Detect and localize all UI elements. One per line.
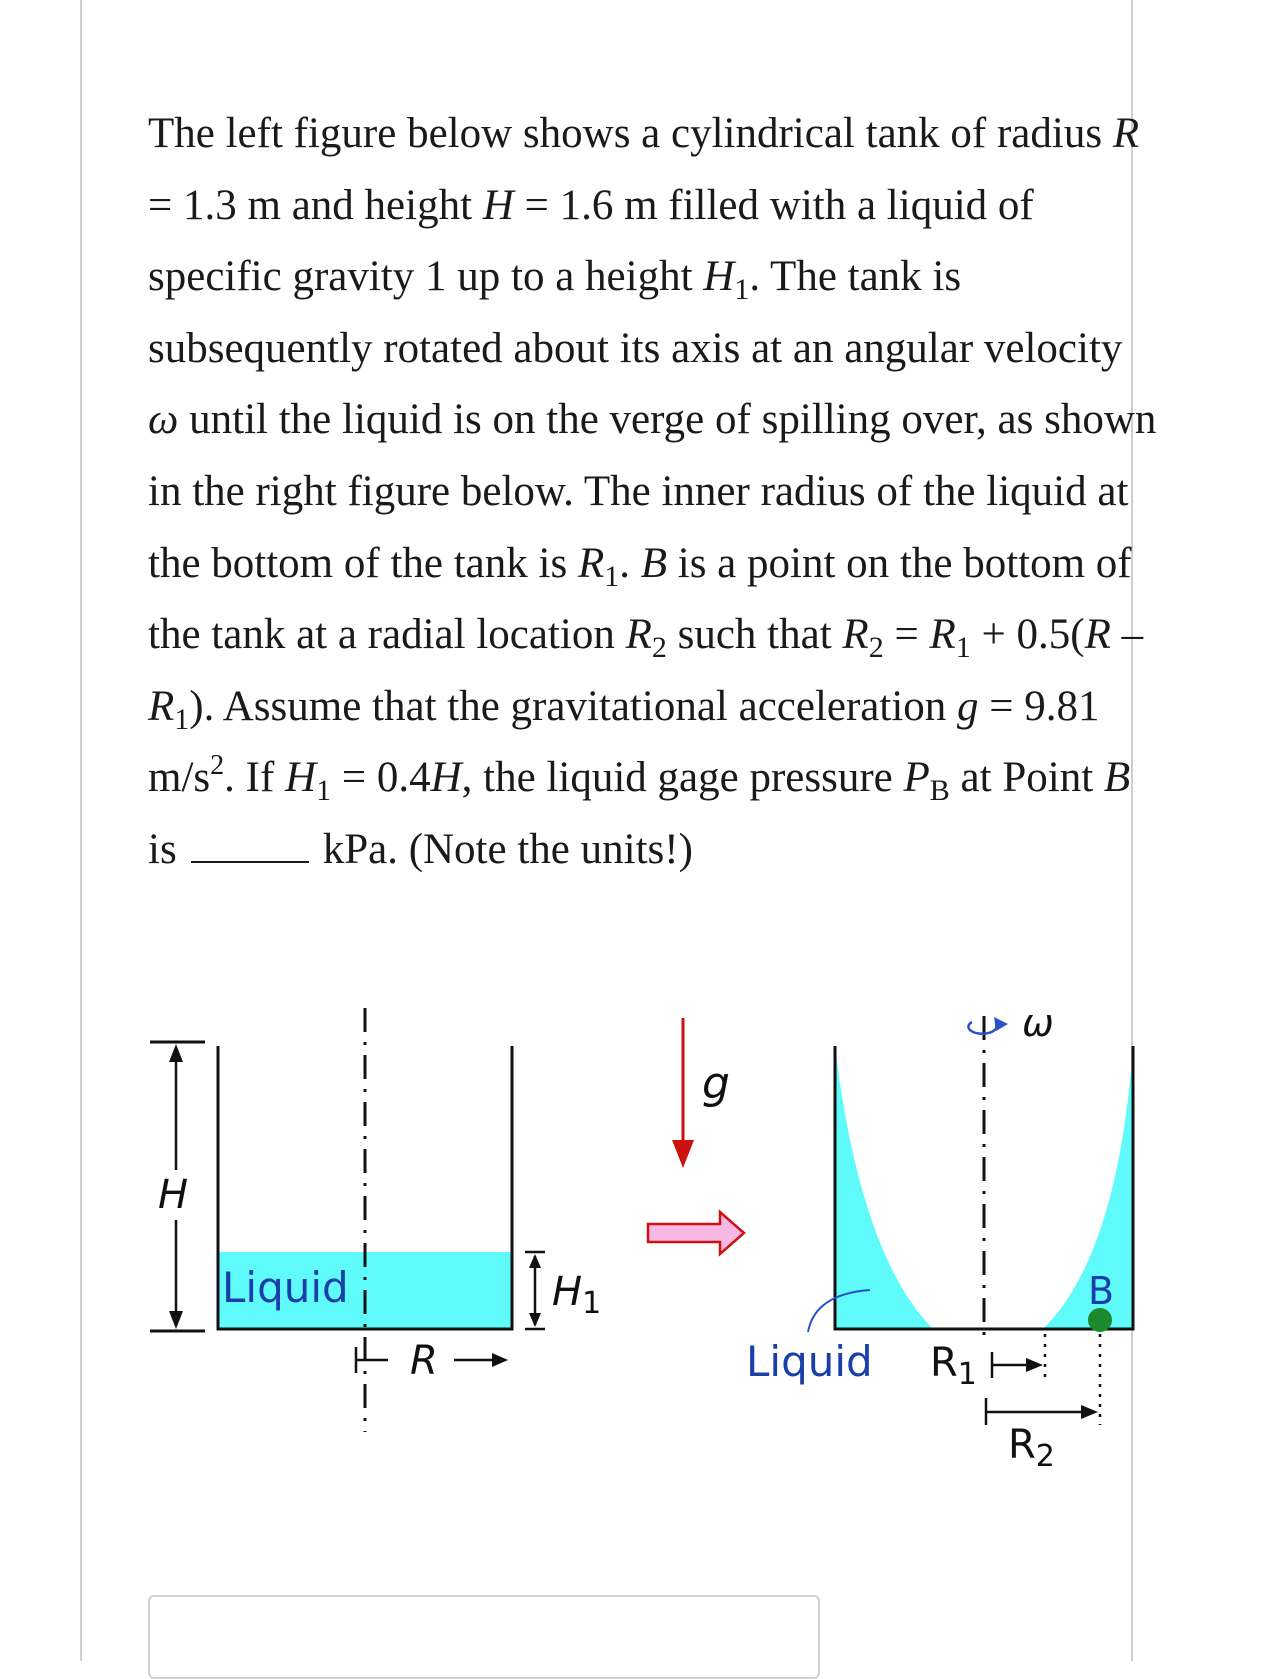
subscript: 1 (955, 631, 971, 665)
gravity-arrowhead (672, 1140, 694, 1168)
subscript: 1 (316, 774, 332, 808)
var-R1: R (148, 682, 175, 730)
arrowhead (1026, 1358, 1043, 1372)
middle-arrows (648, 1018, 744, 1254)
text-run: such that (666, 611, 843, 659)
H1-label: $H_1$ (552, 1269, 602, 1321)
arrowhead (169, 1311, 183, 1329)
right-tank (746, 1001, 1133, 1474)
text-run: . If (224, 754, 286, 802)
subscript: 1 (734, 273, 750, 307)
var-H: H (482, 181, 514, 229)
H-label: H (158, 1172, 189, 1218)
text-run: = 1.6 m filled with a liquid of specific gravity 1 up to a height (148, 181, 1034, 301)
omega-label: ω (1022, 1001, 1054, 1045)
rotation-arrow-icon (968, 1022, 996, 1034)
answer-blank (191, 825, 309, 863)
tank-figure (0, 980, 1284, 1474)
text-run: The left figure below shows a cylindrical tank of radius (148, 110, 1113, 157)
var-B: B (1103, 754, 1131, 802)
var-B: B (640, 539, 667, 587)
g-label: g (702, 1058, 730, 1109)
R-label: R (410, 1338, 438, 1384)
subscript: 1 (604, 559, 620, 593)
text-run: until the liquid is on the verge of spilling over, as shown in the right figure below. The inner radius of the liquid at the bottom of the tank is (148, 396, 1157, 587)
text-run: – (1110, 611, 1144, 659)
var-R1: R (577, 539, 605, 587)
text-run: ). Assume that the gravitational acceleration (189, 682, 958, 730)
liquid-left (835, 1046, 933, 1329)
text-run: . (619, 539, 641, 587)
text-run: , the liquid gage pressure (461, 754, 904, 802)
arrowhead (492, 1353, 508, 1367)
arrowhead (1081, 1405, 1098, 1419)
text-run: is (148, 825, 177, 873)
var-R2: R (842, 611, 869, 659)
var-g: g (957, 682, 979, 730)
left-tank (150, 1008, 601, 1432)
text-run: + 0.5( (970, 611, 1085, 659)
arrowhead (529, 1254, 541, 1268)
var-R1: R (929, 611, 956, 659)
arrowhead (169, 1044, 183, 1062)
liquid-label: Liquid (746, 1337, 873, 1386)
var-R2: R (625, 611, 652, 659)
answer-input[interactable] (148, 1595, 820, 1679)
transition-arrow (648, 1212, 744, 1254)
text-run: = (883, 611, 930, 659)
text-run: is a point on the bottom of the tank at a radial location (148, 539, 1132, 659)
superscript: 2 (210, 750, 225, 782)
var-PB: P (903, 754, 930, 802)
text-run: = 1.3 m and height (148, 181, 483, 229)
arrowhead (529, 1313, 541, 1327)
text-run: . The tank is subsequently rotated about its axis at an angular velocity (148, 253, 1123, 372)
problem-statement (148, 98, 1158, 886)
rotation-arrowhead (994, 1017, 1008, 1031)
var-H: H (430, 754, 462, 802)
subscript: B (929, 774, 950, 808)
text-run: kPa. (Note the units!) (322, 825, 693, 873)
R2-label: $R_2$ (1008, 1422, 1055, 1474)
var-R: R (1112, 110, 1140, 157)
problem-paragraph (148, 98, 1158, 886)
liquid-label: Liquid (222, 1263, 349, 1312)
text-run: = 9.81 m/s (148, 682, 1100, 802)
var-omega: ω (148, 396, 179, 444)
B-label: B (1088, 1269, 1115, 1313)
text-run: = 0.4 (331, 754, 431, 802)
var-R: R (1084, 611, 1111, 659)
subscript: 2 (868, 631, 884, 665)
subscript: 2 (651, 631, 667, 665)
text-run: at Point (949, 754, 1104, 802)
subscript: 1 (174, 702, 190, 736)
R1-label: $R_1$ (930, 1340, 977, 1392)
var-H1: H (285, 754, 317, 802)
var-H1: H (703, 253, 735, 301)
